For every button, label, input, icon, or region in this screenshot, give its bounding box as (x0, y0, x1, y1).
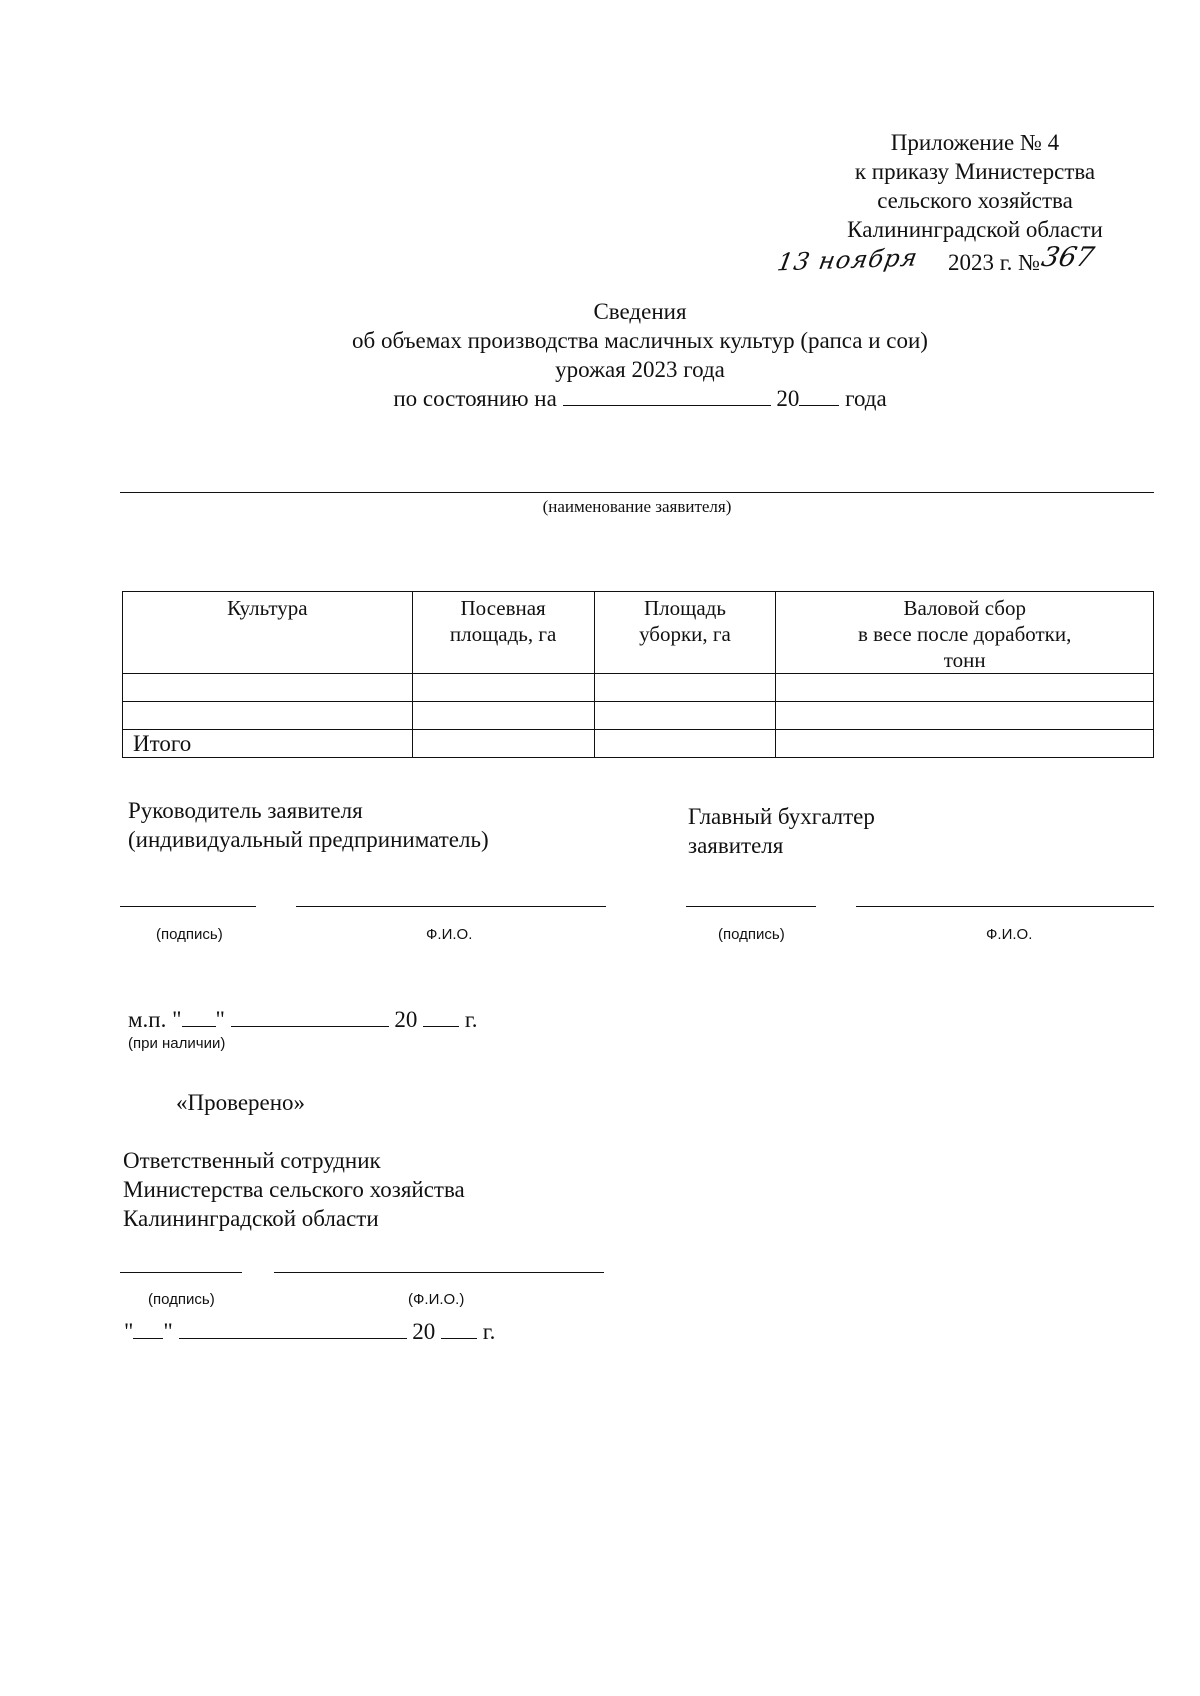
yield-table (122, 591, 1154, 758)
table-cell[interactable] (594, 730, 776, 758)
accountant-signature-line (686, 906, 816, 907)
header-crop: Культура (123, 592, 413, 674)
title-line-1: Сведения (593, 299, 687, 324)
stamp-day-blank (182, 1006, 216, 1027)
accountant-name-caption: Ф.И.О. (986, 926, 1033, 943)
applicant-name-line (120, 492, 1154, 493)
header-harvest-area: Площадь уборки, га (594, 592, 776, 674)
stamp-year-suffix: г. (464, 1007, 478, 1032)
table-row (123, 702, 1154, 730)
order-date-line (775, 242, 1140, 277)
handwritten-order-number: 367 (1038, 242, 1097, 273)
stamp-prefix: м.п. " (128, 1007, 182, 1032)
appendix-region: Калининградской области (847, 217, 1103, 242)
head-signatory-title: Руководитель заявителя (индивидуальный предприниматель) (128, 798, 489, 852)
as-of-year-blank (799, 385, 839, 406)
verified-label: «Проверено» (176, 1090, 306, 1115)
applicant-name-caption: (наименование заявителя) (542, 497, 732, 516)
table-cell[interactable] (776, 674, 1154, 702)
table-cell[interactable] (594, 702, 776, 730)
table-cell[interactable] (412, 702, 594, 730)
verification-year-blank (441, 1318, 477, 1339)
total-label: Итого (123, 730, 413, 758)
appendix-header (775, 128, 1140, 277)
verification-day-blank (133, 1318, 163, 1339)
responsible-officer-title: Ответственный сотрудник Министерства сельского хозяйства Калининградской области (123, 1148, 465, 1231)
printed-order-date: 2023 г. № (948, 250, 1041, 275)
as-of-date-blank (563, 385, 771, 406)
appendix-ministry: сельского хозяйства (877, 188, 1073, 213)
table-cell[interactable] (123, 674, 413, 702)
table-header-row (123, 592, 1154, 674)
as-of-label: по состоянию на (393, 386, 557, 411)
head-signature-caption: (подпись) (156, 926, 223, 943)
accountant-signature-caption: (подпись) (718, 926, 785, 943)
verification-month-blank (179, 1318, 407, 1339)
stamp-note: (при наличии) (128, 1035, 226, 1052)
table-total-row (123, 730, 1154, 758)
verification-quote-close: " (163, 1319, 173, 1344)
stamp-quote-close: " (215, 1007, 225, 1032)
verification-date-line (124, 1318, 495, 1345)
stamp-date-line (128, 1006, 478, 1033)
verification-quote-open: " (124, 1319, 134, 1344)
stamp-year-blank (423, 1006, 459, 1027)
head-name-line (296, 906, 606, 907)
header-gross-yield: Валовой сбор в весе после доработки, тонн (776, 592, 1154, 674)
table-cell[interactable] (412, 730, 594, 758)
head-name-caption: Ф.И.О. (426, 926, 473, 943)
handwritten-order-date: 13 ноября (775, 243, 921, 277)
table-cell[interactable] (412, 674, 594, 702)
document-title (300, 297, 980, 413)
header-sown-area: Посевная площадь, га (412, 592, 594, 674)
title-line-3: урожая 2023 года (555, 357, 725, 382)
title-line-2: об объемах производства масличных культур (рапса и сои) (352, 328, 928, 353)
as-of-suffix: года (845, 386, 887, 411)
table-cell[interactable] (776, 702, 1154, 730)
stamp-month-blank (231, 1006, 389, 1027)
appendix-order-ref: к приказу Министерства (854, 159, 1096, 184)
accountant-name-line (856, 906, 1154, 907)
verification-year-suffix: г. (482, 1319, 496, 1344)
as-of-year-prefix: 20 (776, 386, 800, 411)
stamp-year-prefix: 20 (394, 1007, 418, 1032)
as-of-date-line (393, 384, 886, 413)
table-row (123, 674, 1154, 702)
officer-signature-caption: (подпись) (148, 1291, 215, 1308)
table-cell[interactable] (594, 674, 776, 702)
accountant-signatory-title: Главный бухгалтер заявителя (688, 804, 875, 858)
table-cell[interactable] (123, 702, 413, 730)
officer-signature-line (120, 1272, 242, 1273)
officer-name-line (274, 1272, 604, 1273)
table-cell[interactable] (776, 730, 1154, 758)
officer-name-caption: (Ф.И.О.) (408, 1291, 465, 1308)
appendix-number: Приложение № 4 (890, 130, 1060, 155)
verification-year-prefix: 20 (412, 1319, 436, 1344)
head-signature-line (120, 906, 256, 907)
